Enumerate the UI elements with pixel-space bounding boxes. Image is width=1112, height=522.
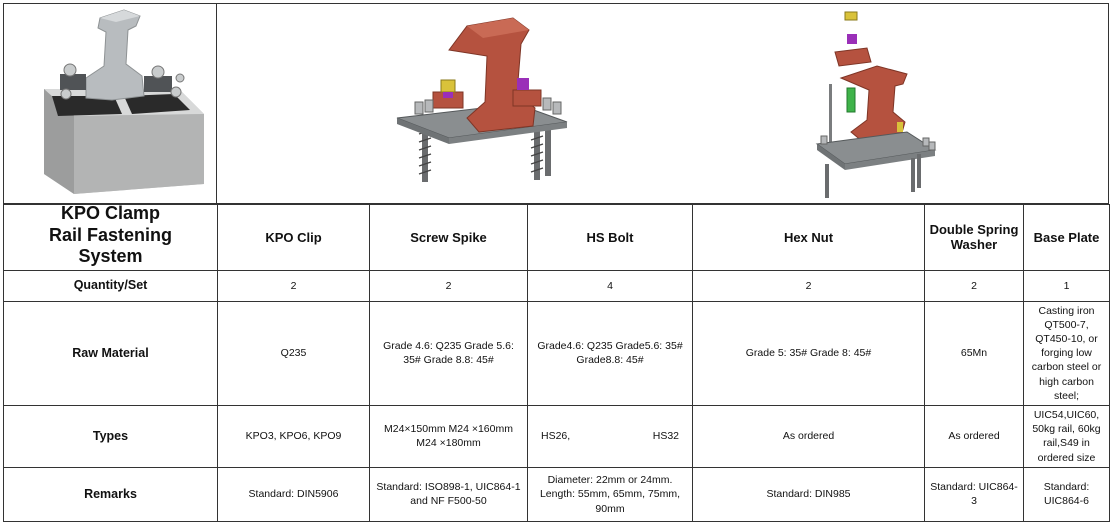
spec-table [3,204,1110,522]
column-header-kpo-clip: KPO Clip [218,205,370,271]
table-row-types [4,405,1110,467]
table-cell: KPO3, KPO6, KPO9 [218,405,370,467]
row-label-types: Types [4,405,218,467]
system-title-line: Rail Fastening [48,224,173,245]
column-header-double-spring-washer: Double Spring Washer [925,205,1024,271]
table-cell: 2 [693,270,925,301]
row-label-quantity: Quantity/Set [4,270,218,301]
assembled-drawing [397,18,567,182]
table-row-remarks [4,467,1110,521]
column-header-screw-spike: Screw Spike [370,205,528,271]
fastening-drawings-image [217,3,1109,204]
column-header-hs-bolt: HS Bolt [528,205,693,271]
table-cell: 2 [925,270,1024,301]
table-cell: 2 [218,270,370,301]
table-row-quantity [4,270,1110,301]
table-cell: Standard: UIC864-3 [925,467,1024,521]
table-cell: Diameter: 22mm or 24mm. Length: 55mm, 65mm, 75mm, 90mm [528,467,693,521]
system-title-line: KPO Clamp [60,204,161,223]
column-header-base-plate: Base Plate [1024,205,1110,271]
table-cell: Casting iron QT500-7, QT450-10, or forging low carbon steel or high carbon steel; [1024,301,1110,405]
table-cell: Q235 [218,301,370,405]
table-row-raw-material [4,301,1110,405]
illustration-row [3,3,1109,204]
table-cell-part: HS26, [541,430,571,443]
spec-sheet [3,3,1109,518]
table-cell: As ordered [693,405,925,467]
row-label-remarks: Remarks [4,467,218,521]
table-cell: Standard: UIC864-6 [1024,467,1110,521]
table-cell: Standard: ISO898-1, UIC864-1 and NF F500-50 [370,467,528,521]
table-cell: UIC54,UIC60, 50kg rail, 60kg rail,S49 in ordered size [1024,405,1110,467]
system-title [7,205,214,268]
table-cell: 4 [528,270,693,301]
system-title-line: System [78,246,143,267]
table-cell [528,405,693,467]
table-cell: Grade4.6: Q235 Grade5.6: 35# Grade8.8: 45# [528,301,693,405]
table-cell: Grade 5: 35# Grade 8: 45# [693,301,925,405]
table-cell-part: HS32 [652,430,679,443]
header-row [4,205,1110,271]
table-cell: Standard: DIN5906 [218,467,370,521]
column-header-hex-nut: Hex Nut [693,205,925,271]
row-label-raw-material: Raw Material [4,301,218,405]
assembled-fastening-image [3,3,217,204]
table-cell: 2 [370,270,528,301]
hs-bolt-types [531,429,689,443]
table-cell: Grade 4.6: Q235 Grade 5.6: 35# Grade 8.8: 45# [370,301,528,405]
table-cell: 1 [1024,270,1110,301]
system-title-cell [4,205,218,271]
table-cell: As ordered [925,405,1024,467]
exploded-drawing [817,12,935,198]
table-cell: 65Mn [925,301,1024,405]
table-cell: M24×150mm M24 ×160mm M24 ×180mm [370,405,528,467]
table-cell: Standard: DIN985 [693,467,925,521]
